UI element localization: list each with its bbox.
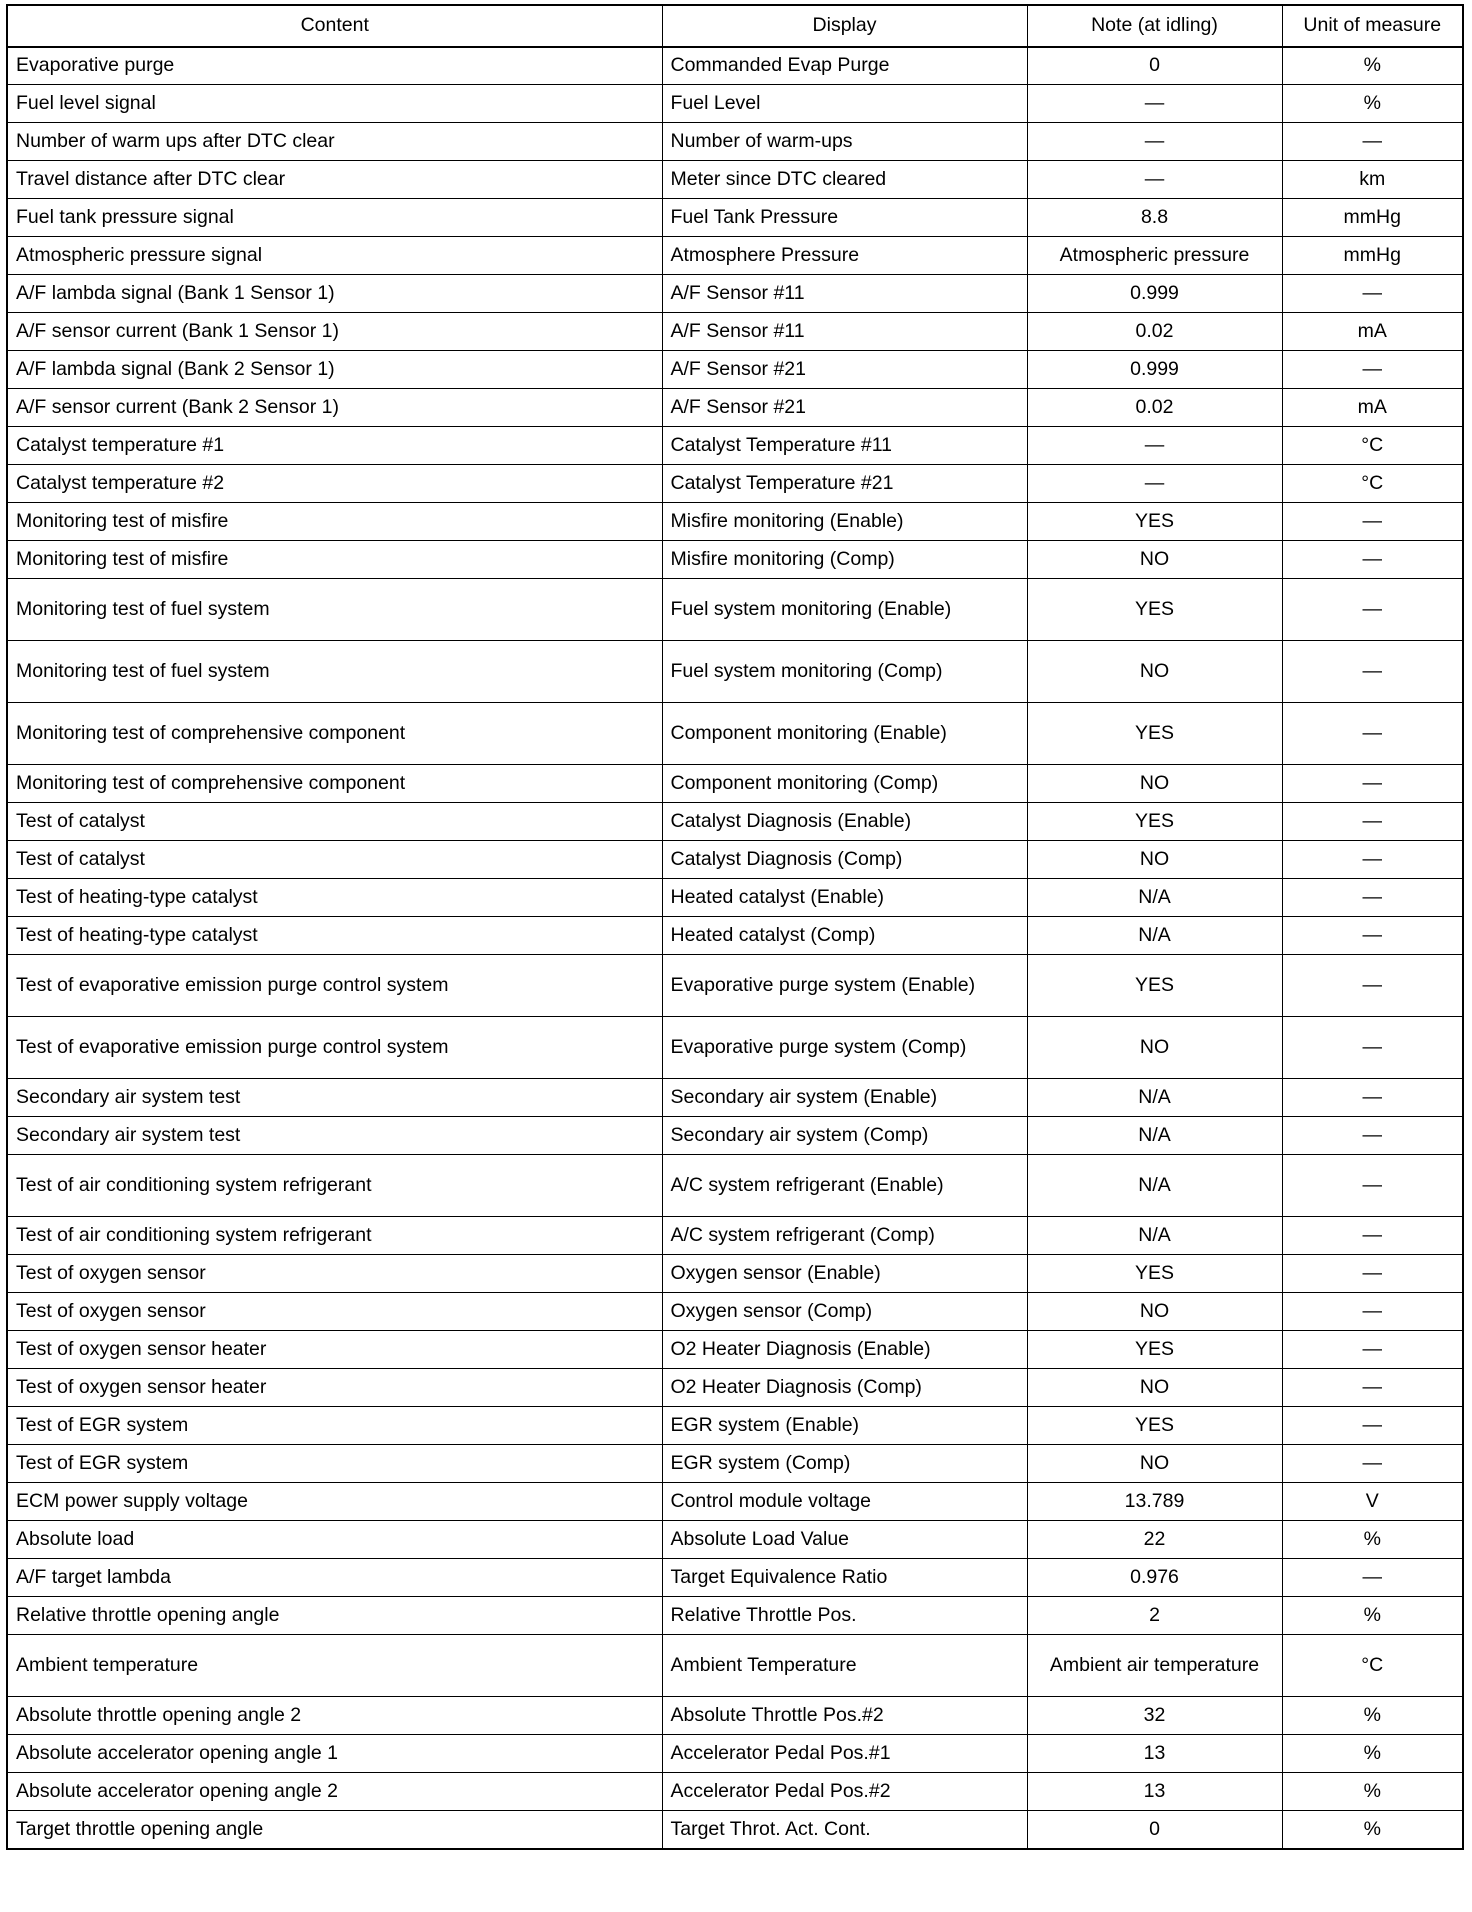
cell-note: 0 bbox=[1027, 47, 1282, 85]
cell-unit: — bbox=[1282, 1155, 1463, 1217]
cell-display: Misfire monitoring (Comp) bbox=[662, 541, 1027, 579]
cell-content: Secondary air system test bbox=[7, 1079, 662, 1117]
cell-unit: — bbox=[1282, 1369, 1463, 1407]
cell-content: Monitoring test of fuel system bbox=[7, 579, 662, 641]
cell-unit: % bbox=[1282, 47, 1463, 85]
cell-unit: — bbox=[1282, 1079, 1463, 1117]
cell-note: 13.789 bbox=[1027, 1483, 1282, 1521]
table-row bbox=[7, 1697, 1463, 1735]
table-row bbox=[7, 351, 1463, 389]
table-row bbox=[7, 123, 1463, 161]
cell-content: Test of oxygen sensor bbox=[7, 1255, 662, 1293]
data-parameter-table bbox=[6, 4, 1464, 1850]
cell-unit: — bbox=[1282, 1559, 1463, 1597]
cell-display: Commanded Evap Purge bbox=[662, 47, 1027, 85]
table-header bbox=[7, 5, 1463, 47]
cell-display: Ambient Temperature bbox=[662, 1635, 1027, 1697]
table-row bbox=[7, 1293, 1463, 1331]
cell-display: Absolute Load Value bbox=[662, 1521, 1027, 1559]
cell-content: A/F lambda signal (Bank 1 Sensor 1) bbox=[7, 275, 662, 313]
cell-content: Evaporative purge bbox=[7, 47, 662, 85]
table-row bbox=[7, 1597, 1463, 1635]
cell-content: Test of oxygen sensor heater bbox=[7, 1331, 662, 1369]
cell-content: Monitoring test of misfire bbox=[7, 541, 662, 579]
cell-unit: °C bbox=[1282, 427, 1463, 465]
cell-display: EGR system (Enable) bbox=[662, 1407, 1027, 1445]
table-row bbox=[7, 879, 1463, 917]
table-row bbox=[7, 237, 1463, 275]
cell-display: Catalyst Temperature #11 bbox=[662, 427, 1027, 465]
cell-content: Secondary air system test bbox=[7, 1117, 662, 1155]
table-row bbox=[7, 1217, 1463, 1255]
cell-note: 32 bbox=[1027, 1697, 1282, 1735]
cell-note: N/A bbox=[1027, 1155, 1282, 1217]
cell-unit: % bbox=[1282, 85, 1463, 123]
cell-display: A/F Sensor #21 bbox=[662, 351, 1027, 389]
cell-display: Secondary air system (Comp) bbox=[662, 1117, 1027, 1155]
cell-note: NO bbox=[1027, 765, 1282, 803]
cell-display: Catalyst Diagnosis (Enable) bbox=[662, 803, 1027, 841]
cell-display: O2 Heater Diagnosis (Enable) bbox=[662, 1331, 1027, 1369]
cell-content: Monitoring test of comprehensive component bbox=[7, 765, 662, 803]
cell-display: Absolute Throttle Pos.#2 bbox=[662, 1697, 1027, 1735]
cell-content: Target throttle opening angle bbox=[7, 1811, 662, 1849]
cell-content: Test of catalyst bbox=[7, 803, 662, 841]
cell-unit: km bbox=[1282, 161, 1463, 199]
cell-note: 13 bbox=[1027, 1773, 1282, 1811]
column-header-content: Content bbox=[7, 5, 662, 47]
cell-display: Evaporative purge system (Comp) bbox=[662, 1017, 1027, 1079]
cell-content: Monitoring test of misfire bbox=[7, 503, 662, 541]
cell-unit: — bbox=[1282, 1017, 1463, 1079]
cell-unit: — bbox=[1282, 503, 1463, 541]
cell-note: YES bbox=[1027, 579, 1282, 641]
cell-display: Atmosphere Pressure bbox=[662, 237, 1027, 275]
cell-content: Monitoring test of fuel system bbox=[7, 641, 662, 703]
cell-unit: mmHg bbox=[1282, 237, 1463, 275]
cell-display: Misfire monitoring (Enable) bbox=[662, 503, 1027, 541]
cell-unit: — bbox=[1282, 541, 1463, 579]
table-row bbox=[7, 1255, 1463, 1293]
cell-display: Target Throt. Act. Cont. bbox=[662, 1811, 1027, 1849]
cell-display: Oxygen sensor (Enable) bbox=[662, 1255, 1027, 1293]
cell-unit: — bbox=[1282, 641, 1463, 703]
cell-display: Secondary air system (Enable) bbox=[662, 1079, 1027, 1117]
cell-display: Accelerator Pedal Pos.#1 bbox=[662, 1735, 1027, 1773]
cell-note: NO bbox=[1027, 541, 1282, 579]
cell-note: YES bbox=[1027, 1255, 1282, 1293]
table-row bbox=[7, 161, 1463, 199]
table-row bbox=[7, 427, 1463, 465]
cell-display: A/F Sensor #21 bbox=[662, 389, 1027, 427]
table-row bbox=[7, 579, 1463, 641]
cell-display: A/C system refrigerant (Enable) bbox=[662, 1155, 1027, 1217]
table-row bbox=[7, 641, 1463, 703]
cell-content: Test of evaporative emission purge control system bbox=[7, 955, 662, 1017]
cell-content: Test of air conditioning system refrigerant bbox=[7, 1217, 662, 1255]
cell-note: NO bbox=[1027, 1369, 1282, 1407]
table-row bbox=[7, 1559, 1463, 1597]
cell-unit: % bbox=[1282, 1697, 1463, 1735]
cell-unit: % bbox=[1282, 1597, 1463, 1635]
table-row bbox=[7, 1369, 1463, 1407]
table-row bbox=[7, 1521, 1463, 1559]
cell-content: Catalyst temperature #2 bbox=[7, 465, 662, 503]
cell-content: A/F target lambda bbox=[7, 1559, 662, 1597]
table-row bbox=[7, 1155, 1463, 1217]
cell-unit: — bbox=[1282, 579, 1463, 641]
cell-unit: % bbox=[1282, 1735, 1463, 1773]
cell-unit: % bbox=[1282, 1521, 1463, 1559]
table-row bbox=[7, 1331, 1463, 1369]
table-row bbox=[7, 1407, 1463, 1445]
cell-unit: — bbox=[1282, 275, 1463, 313]
cell-content: Test of heating-type catalyst bbox=[7, 879, 662, 917]
table-row bbox=[7, 955, 1463, 1017]
cell-content: Test of catalyst bbox=[7, 841, 662, 879]
cell-display: EGR system (Comp) bbox=[662, 1445, 1027, 1483]
cell-unit: — bbox=[1282, 1293, 1463, 1331]
cell-note: 8.8 bbox=[1027, 199, 1282, 237]
cell-note: 13 bbox=[1027, 1735, 1282, 1773]
cell-display: Target Equivalence Ratio bbox=[662, 1559, 1027, 1597]
cell-content: Fuel level signal bbox=[7, 85, 662, 123]
cell-unit: — bbox=[1282, 917, 1463, 955]
cell-unit: % bbox=[1282, 1811, 1463, 1849]
cell-note: Atmospheric pressure bbox=[1027, 237, 1282, 275]
cell-content: Absolute load bbox=[7, 1521, 662, 1559]
cell-note: 0.976 bbox=[1027, 1559, 1282, 1597]
cell-content: Absolute accelerator opening angle 2 bbox=[7, 1773, 662, 1811]
cell-content: A/F sensor current (Bank 1 Sensor 1) bbox=[7, 313, 662, 351]
cell-note: 0.02 bbox=[1027, 389, 1282, 427]
cell-unit: — bbox=[1282, 703, 1463, 765]
table-row bbox=[7, 703, 1463, 765]
table-row bbox=[7, 803, 1463, 841]
column-header-note: Note (at idling) bbox=[1027, 5, 1282, 47]
cell-unit: — bbox=[1282, 841, 1463, 879]
cell-unit: — bbox=[1282, 1255, 1463, 1293]
table-row bbox=[7, 275, 1463, 313]
cell-note: — bbox=[1027, 161, 1282, 199]
cell-unit: mA bbox=[1282, 313, 1463, 351]
cell-content: Test of evaporative emission purge control system bbox=[7, 1017, 662, 1079]
cell-note: NO bbox=[1027, 1445, 1282, 1483]
cell-content: A/F sensor current (Bank 2 Sensor 1) bbox=[7, 389, 662, 427]
cell-display: Heated catalyst (Comp) bbox=[662, 917, 1027, 955]
cell-note: Ambient air temperature bbox=[1027, 1635, 1282, 1697]
cell-note: 0.999 bbox=[1027, 351, 1282, 389]
cell-note: — bbox=[1027, 85, 1282, 123]
cell-unit: — bbox=[1282, 765, 1463, 803]
cell-note: NO bbox=[1027, 1293, 1282, 1331]
cell-content: Test of EGR system bbox=[7, 1407, 662, 1445]
table-row bbox=[7, 1117, 1463, 1155]
cell-unit: — bbox=[1282, 1117, 1463, 1155]
cell-note: YES bbox=[1027, 955, 1282, 1017]
cell-content: Test of air conditioning system refrigerant bbox=[7, 1155, 662, 1217]
cell-note: — bbox=[1027, 123, 1282, 161]
cell-display: Accelerator Pedal Pos.#2 bbox=[662, 1773, 1027, 1811]
cell-content: Test of oxygen sensor heater bbox=[7, 1369, 662, 1407]
cell-content: Fuel tank pressure signal bbox=[7, 199, 662, 237]
cell-display: Control module voltage bbox=[662, 1483, 1027, 1521]
cell-note: N/A bbox=[1027, 1079, 1282, 1117]
cell-note: YES bbox=[1027, 703, 1282, 765]
cell-note: 0.02 bbox=[1027, 313, 1282, 351]
table-body bbox=[7, 47, 1463, 1849]
cell-unit: — bbox=[1282, 1445, 1463, 1483]
cell-unit: — bbox=[1282, 955, 1463, 1017]
cell-display: Catalyst Temperature #21 bbox=[662, 465, 1027, 503]
cell-note: N/A bbox=[1027, 1217, 1282, 1255]
cell-content: ECM power supply voltage bbox=[7, 1483, 662, 1521]
cell-display: Catalyst Diagnosis (Comp) bbox=[662, 841, 1027, 879]
table-row bbox=[7, 199, 1463, 237]
table-row bbox=[7, 503, 1463, 541]
cell-unit: °C bbox=[1282, 1635, 1463, 1697]
cell-note: 0.999 bbox=[1027, 275, 1282, 313]
table-header-row bbox=[7, 5, 1463, 47]
cell-note: N/A bbox=[1027, 1117, 1282, 1155]
cell-content: Catalyst temperature #1 bbox=[7, 427, 662, 465]
cell-unit: — bbox=[1282, 1407, 1463, 1445]
cell-content: Travel distance after DTC clear bbox=[7, 161, 662, 199]
cell-note: N/A bbox=[1027, 917, 1282, 955]
cell-display: Oxygen sensor (Comp) bbox=[662, 1293, 1027, 1331]
cell-content: Absolute throttle opening angle 2 bbox=[7, 1697, 662, 1735]
table-row bbox=[7, 1811, 1463, 1849]
cell-display: Relative Throttle Pos. bbox=[662, 1597, 1027, 1635]
cell-content: A/F lambda signal (Bank 2 Sensor 1) bbox=[7, 351, 662, 389]
cell-display: O2 Heater Diagnosis (Comp) bbox=[662, 1369, 1027, 1407]
table-row bbox=[7, 1635, 1463, 1697]
cell-display: Evaporative purge system (Enable) bbox=[662, 955, 1027, 1017]
table-row bbox=[7, 1445, 1463, 1483]
cell-content: Test of EGR system bbox=[7, 1445, 662, 1483]
cell-content: Relative throttle opening angle bbox=[7, 1597, 662, 1635]
table-row bbox=[7, 85, 1463, 123]
cell-unit: — bbox=[1282, 1217, 1463, 1255]
column-header-unit: Unit of measure bbox=[1282, 5, 1463, 47]
cell-note: NO bbox=[1027, 641, 1282, 703]
cell-content: Ambient temperature bbox=[7, 1635, 662, 1697]
cell-unit: % bbox=[1282, 1773, 1463, 1811]
cell-note: — bbox=[1027, 465, 1282, 503]
cell-note: NO bbox=[1027, 841, 1282, 879]
cell-display: Component monitoring (Comp) bbox=[662, 765, 1027, 803]
cell-unit: mA bbox=[1282, 389, 1463, 427]
cell-content: Test of oxygen sensor bbox=[7, 1293, 662, 1331]
cell-note: 0 bbox=[1027, 1811, 1282, 1849]
cell-note: YES bbox=[1027, 1407, 1282, 1445]
table-row bbox=[7, 1773, 1463, 1811]
table-row bbox=[7, 1017, 1463, 1079]
cell-content: Test of heating-type catalyst bbox=[7, 917, 662, 955]
table-row bbox=[7, 389, 1463, 427]
cell-unit: V bbox=[1282, 1483, 1463, 1521]
cell-display: Fuel Tank Pressure bbox=[662, 199, 1027, 237]
cell-note: YES bbox=[1027, 503, 1282, 541]
cell-display: A/F Sensor #11 bbox=[662, 313, 1027, 351]
table-row bbox=[7, 313, 1463, 351]
cell-note: YES bbox=[1027, 803, 1282, 841]
cell-display: Meter since DTC cleared bbox=[662, 161, 1027, 199]
column-header-display: Display bbox=[662, 5, 1027, 47]
cell-display: A/C system refrigerant (Comp) bbox=[662, 1217, 1027, 1255]
table-row bbox=[7, 541, 1463, 579]
cell-note: YES bbox=[1027, 1331, 1282, 1369]
cell-content: Number of warm ups after DTC clear bbox=[7, 123, 662, 161]
cell-display: Fuel Level bbox=[662, 85, 1027, 123]
cell-unit: — bbox=[1282, 803, 1463, 841]
cell-unit: — bbox=[1282, 351, 1463, 389]
table-row bbox=[7, 1735, 1463, 1773]
cell-display: Fuel system monitoring (Comp) bbox=[662, 641, 1027, 703]
table-row bbox=[7, 47, 1463, 85]
cell-note: 22 bbox=[1027, 1521, 1282, 1559]
cell-note: — bbox=[1027, 427, 1282, 465]
cell-display: Fuel system monitoring (Enable) bbox=[662, 579, 1027, 641]
cell-unit: — bbox=[1282, 1331, 1463, 1369]
table-row bbox=[7, 917, 1463, 955]
cell-display: Heated catalyst (Enable) bbox=[662, 879, 1027, 917]
table-row bbox=[7, 841, 1463, 879]
cell-unit: °C bbox=[1282, 465, 1463, 503]
cell-note: 2 bbox=[1027, 1597, 1282, 1635]
cell-note: N/A bbox=[1027, 879, 1282, 917]
table-row bbox=[7, 1483, 1463, 1521]
cell-content: Monitoring test of comprehensive component bbox=[7, 703, 662, 765]
cell-display: Component monitoring (Enable) bbox=[662, 703, 1027, 765]
cell-content: Atmospheric pressure signal bbox=[7, 237, 662, 275]
cell-unit: — bbox=[1282, 879, 1463, 917]
cell-display: A/F Sensor #11 bbox=[662, 275, 1027, 313]
table-row bbox=[7, 1079, 1463, 1117]
cell-unit: mmHg bbox=[1282, 199, 1463, 237]
cell-unit: — bbox=[1282, 123, 1463, 161]
cell-display: Number of warm-ups bbox=[662, 123, 1027, 161]
cell-content: Absolute accelerator opening angle 1 bbox=[7, 1735, 662, 1773]
table-row bbox=[7, 465, 1463, 503]
table-row bbox=[7, 765, 1463, 803]
cell-note: NO bbox=[1027, 1017, 1282, 1079]
